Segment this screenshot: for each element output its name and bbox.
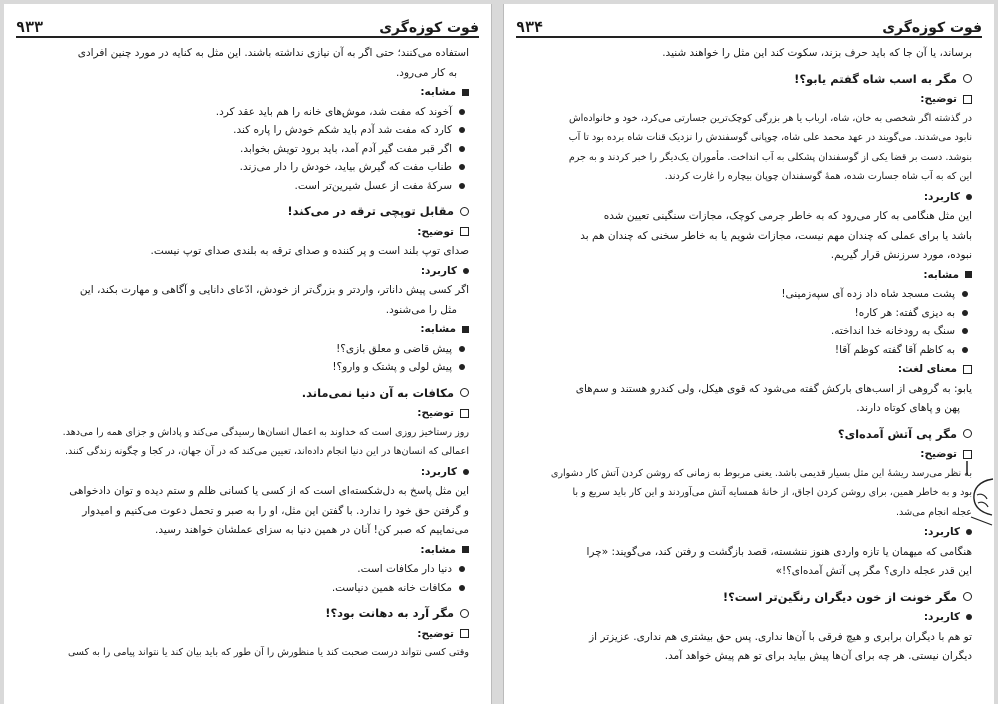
usage-text: این مثل هنگامی به کار می‌رود که به خاطر جرمی کوچک، مجازات سنگینی تعیین شده <box>603 210 972 222</box>
explanation-text: صدای توپ بلند است و پر کننده و صدای ترقه به بلندی صدای توپ نیست. <box>150 245 469 257</box>
left-header-title: فوت کوزه‌گری <box>379 20 479 36</box>
explanation-label: توضیح: <box>26 625 469 644</box>
similar-item: پیش لولی و پشتک و وارو؟! <box>26 358 469 377</box>
explanation-text: نابود می‌شدند. می‌گویند در عهد محمد علی شاه، چوپانی گوسفندش را نزدیک قنات شاه برده بود تا آب <box>568 132 972 143</box>
usage-text: دیگران نیستی. هر چه برای آن‌ها پیش بیاید برای تو هم پیش خواهد آمد. <box>664 650 972 662</box>
filled-square-icon <box>462 326 469 333</box>
similar-label: مشابه: <box>26 320 469 339</box>
similar-item: اگر قبر مفت گیر آدم آمد، باید برود تویش بخوابد. <box>26 140 469 159</box>
open-square-icon <box>460 629 469 638</box>
circle-icon <box>460 388 469 397</box>
bullet-icon <box>459 364 465 370</box>
left-page <box>4 4 492 704</box>
bullet-icon <box>459 109 465 115</box>
explanation-text: روز رستاخیز روزی است که خداوند به اعمال انسان‌ها رسیدگی می‌کند و پاداش و جزای همه را می‌دهد. <box>62 426 469 438</box>
filled-square-icon <box>462 546 469 553</box>
explanation-label: توضیح: <box>26 404 469 423</box>
proverb-title: مقابل توپچی ترقه در می‌کند! <box>26 202 469 221</box>
bullet-icon <box>966 194 972 200</box>
open-square-icon <box>460 227 469 236</box>
proverb-title: مگر پی آتش آمده‌ای؟ <box>526 425 972 444</box>
usage-text: مثل را می‌شنود. <box>385 303 457 316</box>
bullet-icon <box>459 127 465 133</box>
usage-label: کاربرد: <box>26 463 469 482</box>
similar-label: مشابه: <box>526 266 972 285</box>
vocabulary-text: پهن و پاهای کوتاه دارند. <box>856 402 960 414</box>
explanation-text: وقتی کسی نتواند درست صحبت کند یا منظورش را آن طور که باید بیان کند یا نتواند پیامی را به کسی <box>67 647 469 658</box>
similar-item: طناب مفت که گیرش بیاید، خودش را دار می‌زند. <box>26 158 469 177</box>
explanation-label: توضیح: <box>526 445 972 464</box>
right-page-header <box>516 12 982 38</box>
left-page-header <box>16 12 479 38</box>
proverb-title: مگر آرد به دهانت بود؟! <box>26 604 469 623</box>
bullet-icon <box>459 164 465 170</box>
circle-icon <box>963 592 972 601</box>
similar-item: مکافات خانه همین دنیاست. <box>26 579 469 598</box>
right-page-number: ۹۳۴ <box>516 18 544 36</box>
bullet-icon <box>459 146 465 152</box>
vocabulary-text: یابو: به گروهی از اسب‌های بارکش گفته می‌شود که قوی هیکل، ولی کندرو هستند و سم‌های <box>575 382 972 395</box>
right-page <box>503 4 994 704</box>
bullet-icon <box>463 469 469 475</box>
open-square-icon <box>963 95 972 104</box>
right-page-body <box>526 44 972 698</box>
left-page-number: ۹۳۳ <box>16 18 44 36</box>
left-page-body <box>26 44 469 698</box>
bullet-icon <box>962 291 968 297</box>
bullet-icon <box>459 183 465 189</box>
usage-label: کاربرد: <box>526 523 972 542</box>
book-gutter <box>492 0 503 704</box>
usage-text: اگر کسی پیش داناتر، واردتر و بزرگ‌تر از خودش، ادّعای دانایی و آگاهی و مهارت بکند، این <box>79 284 469 296</box>
usage-label: کاربرد: <box>526 188 972 207</box>
intro-paragraph-line: استفاده می‌کنند؛ حتی اگر به آن نیازی نداشته باشند. این مثل به کنایه در مورد چنین افرادی <box>77 47 469 59</box>
circle-icon <box>460 609 469 618</box>
explanation-label: توضیح: <box>26 223 469 242</box>
open-square-icon <box>963 450 972 459</box>
usage-text: تو هم با دیگران برابری و هیچ فرقی با آن‌ها نداری. پس حق بیشتری هم نداری. عزیزتر از <box>589 630 972 643</box>
explanation-text: در گذشته اگر شخصی به خان، شاه، ارباب یا هر بزرگی کوچک‌ترین جسارتی می‌کرد، خود و خانواده‌اش <box>568 112 972 124</box>
usage-text: هنگامی که میهمان یا تازه واردی هنوز ننشسته، قصد بازگشت و رفتن کند، می‌گویند: «چرا <box>586 545 972 558</box>
similar-item: به کاظم آقا گفته کوظم آقا! <box>526 341 972 360</box>
similar-item: دنیا دار مکافات است. <box>26 560 469 579</box>
usage-text: این قدر عجله داری؟ مگر پی آتش آمده‌ای؟!» <box>775 565 972 577</box>
explanation-text: بنوشد. دست بر قضا یکی از گوسفندان پشکلی به آب انداخت. مأموران یک‌دیگر را خبر کردند و به جرم <box>568 151 972 163</box>
explanation-text: عجله انجام می‌شد. <box>896 506 972 518</box>
circle-icon <box>460 207 469 216</box>
similar-label: مشابه: <box>26 541 469 560</box>
circle-icon <box>963 429 972 438</box>
proverb-title: مکافات به آن دنیا نمی‌ماند. <box>26 384 469 403</box>
usage-text: باشد یا برای عملی که چندان مهم نیست، مجازات شویم یا به خاطر سخنی که چندان هم بد <box>580 229 972 242</box>
intro-paragraph-line: به کار می‌رود. <box>395 66 457 79</box>
filled-square-icon <box>462 89 469 96</box>
usage-label: کاربرد: <box>526 608 972 627</box>
similar-item: به دیزی گفته: هر کاره! <box>526 304 972 323</box>
usage-text: و گرفتن حق خود را ندارد. با گفتن این مثل، او را به صبر و تحمل دعوت می‌کنیم و امیدوار <box>82 504 469 517</box>
usage-text: این مثل پاسخ به دل‌شکسته‌ای است که از کسی یا کسانی ظلم و ستم دیده و توان دادخواهی <box>69 485 469 497</box>
bullet-icon <box>459 566 465 572</box>
circle-icon <box>963 74 972 83</box>
bullet-icon <box>463 268 469 274</box>
usage-label: کاربرد: <box>26 262 469 281</box>
open-square-icon <box>963 365 972 374</box>
explanation-text: به نظر می‌رسد ریشهٔ این مثل بسیار قدیمی باشد. یعنی مربوط به زمانی که روشن کردن آتش کار دشواری <box>550 467 972 479</box>
similar-item: پشت مسجد شاه داد زده آی سپه‌زمینی! <box>526 285 972 304</box>
hand-illustration-icon <box>965 459 994 529</box>
usage-text: می‌نماییم که صبر کن! آنان در همین دنیا به سزای عملشان خواهند رسید. <box>155 524 469 536</box>
bullet-icon <box>962 328 968 334</box>
bullet-icon <box>459 346 465 352</box>
bullet-icon <box>966 529 972 535</box>
bullet-icon <box>966 614 972 620</box>
explanation-text: بود و به خاطر همین، برای روشن کردن اجاق، از خانهٔ همسایه آتش می‌آوردند و این کار باید سریع و با <box>572 487 972 498</box>
similar-item: سنگ به رودخانه خدا انداخته. <box>526 322 972 341</box>
similar-item: پیش قاضی و معلق بازی؟! <box>26 340 469 359</box>
explanation-label: توضیح: <box>526 90 972 109</box>
filled-square-icon <box>965 271 972 278</box>
right-header-title: فوت کوزه‌گری <box>882 20 982 36</box>
intro-paragraph-line: برساند، یا آن جا که باید حرف بزند، سکوت کند این مثل را خواهند شنید. <box>662 47 972 59</box>
bullet-icon <box>459 585 465 591</box>
open-square-icon <box>460 409 469 418</box>
bullet-icon <box>962 347 968 353</box>
similar-label: مشابه: <box>26 83 469 102</box>
proverb-title: مگر خونت از خون دیگران رنگین‌تر است؟! <box>526 588 972 607</box>
explanation-text: اعمالی که انسان‌ها در این دنیا انجام داده‌اند، تعیین می‌کند که در آن جهان، در کجا و چگونه زندگی کنند. <box>64 446 469 457</box>
bullet-icon <box>962 310 968 316</box>
proverb-title: مگر به اسب شاه گفتم یابو؟! <box>526 70 972 89</box>
vocabulary-label: معنای لغت: <box>526 360 972 379</box>
explanation-text: این که به آب شاه جسارت شده، همهٔ گوسفندان چوپان بیچاره را غارت کردند. <box>664 171 972 182</box>
similar-item: سرکهٔ مفت از عسل شیرین‌تر است. <box>26 177 469 196</box>
similar-item: آخوند که مفت شد، موش‌های خانه را هم باید عقد کرد. <box>26 103 469 122</box>
similar-item: کارد که مفت شد آدم باید شکم خودش را پاره کند. <box>26 121 469 140</box>
usage-text: نبوده، مورد سرزنش قرار گیریم. <box>830 249 972 261</box>
